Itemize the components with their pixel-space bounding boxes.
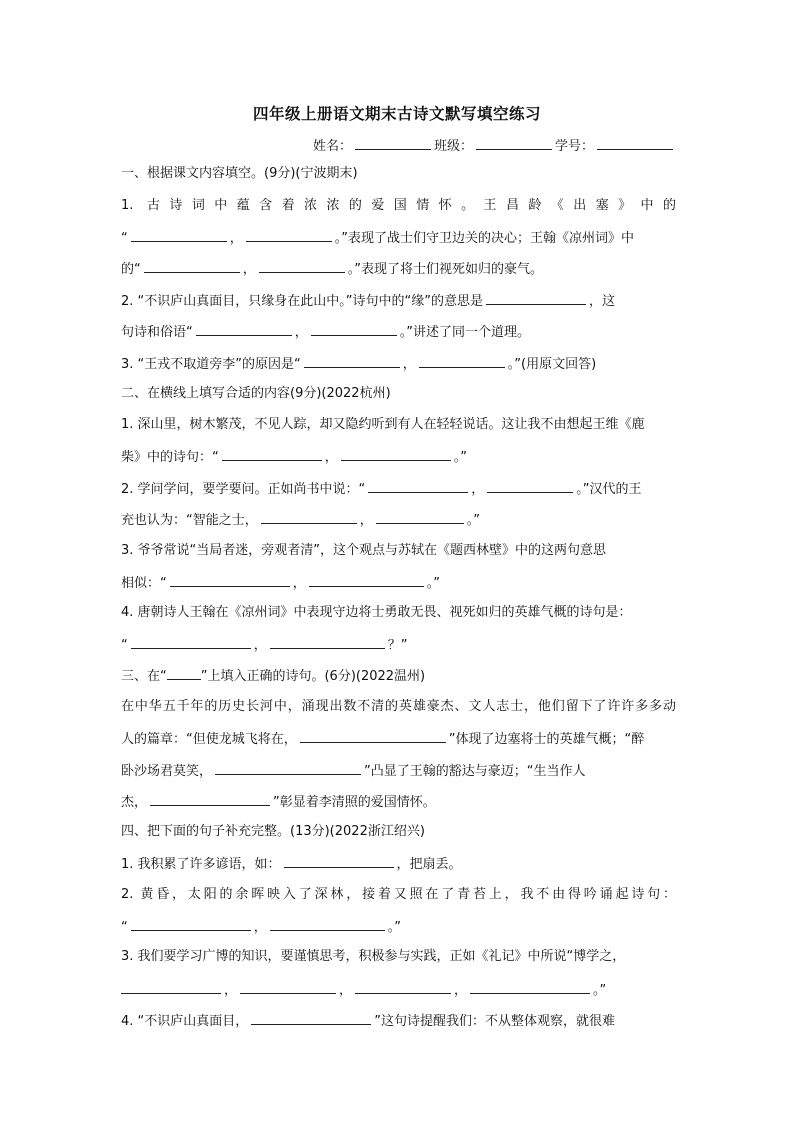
name-blank[interactable] <box>355 137 431 150</box>
answer-blank[interactable] <box>376 510 464 524</box>
text-segment: ， <box>229 231 243 246</box>
q2-2-line-b <box>121 510 676 530</box>
text-segment: ， <box>242 262 256 277</box>
text-segment: ， <box>224 983 238 998</box>
section-4-title: 四、把下面的句子补充完整。(13分)(2022浙江绍兴) <box>121 824 425 839</box>
answer-blank[interactable] <box>419 354 505 368</box>
answer-blank[interactable] <box>251 1011 371 1025</box>
text-segment: ，把扇丢。 <box>396 857 462 872</box>
text-segment: ”彰显着李清照的爱国情怀。 <box>273 795 436 810</box>
answer-blank[interactable] <box>311 322 397 336</box>
q4-1-line <box>121 854 676 874</box>
text-segment: ？” <box>387 638 408 653</box>
text-segment: 3. “王戎不取道旁李”的原因是“ <box>121 357 301 372</box>
name-label: 姓名： <box>312 139 352 154</box>
q2-1-line-a: 1. 深山里，树木繁茂，不见人踪，却又隐约听到有人在轻轻说话。这让我不由想起王维《鹿 <box>121 417 645 432</box>
text-segment: ”体现了边塞将士的英雄气概；“醉 <box>448 732 645 747</box>
answer-blank[interactable] <box>131 917 251 931</box>
answer-blank[interactable] <box>261 510 357 524</box>
answer-blank[interactable] <box>215 761 361 775</box>
text-segment: 。”表现了将士们视死如归的豪气。 <box>347 262 544 277</box>
answer-blank[interactable] <box>341 447 451 461</box>
s3-paragraph-line-4 <box>121 792 676 812</box>
answer-blank[interactable] <box>304 354 400 368</box>
answer-blank[interactable] <box>144 259 240 273</box>
answer-blank[interactable] <box>270 635 385 649</box>
q2-3-line-b <box>121 573 676 593</box>
number-blank[interactable] <box>597 137 673 150</box>
text-segment: ，这 <box>588 294 615 309</box>
answer-blank[interactable] <box>121 980 221 994</box>
text-segment: ”上填入正确的诗句。(6分)(2022温州) <box>200 669 426 684</box>
text-segment: 柴》中的诗句：“ <box>121 450 219 465</box>
q1-1-line-b <box>121 228 676 248</box>
example-blank <box>167 666 201 680</box>
text-segment: 卧沙场君莫笑， <box>121 764 213 779</box>
number-label: 学号： <box>554 139 594 154</box>
text-segment: 句诗和俗语“ <box>121 325 193 340</box>
answer-blank[interactable] <box>196 322 292 336</box>
text-segment: ， <box>454 983 468 998</box>
text-segment: ， <box>339 983 353 998</box>
text-segment: 4. “不识庐山真面目， <box>121 1014 249 1029</box>
answer-blank[interactable] <box>246 228 332 242</box>
text-segment: ， <box>471 482 485 497</box>
text-segment: ， <box>359 513 373 528</box>
q4-3-line-a: 3. 我们要学习广博的知识，要谨慎思考，积极参与实践，正如《礼记》中所说“博学之， <box>121 949 626 964</box>
text-segment: 杰， <box>121 795 148 810</box>
text-segment: 。” <box>387 920 402 935</box>
answer-blank[interactable] <box>222 447 322 461</box>
text-segment: ”凸显了王翰的豁达与豪迈；“生当作人 <box>364 764 586 779</box>
q4-4-line <box>121 1011 676 1031</box>
text-segment: 。” <box>466 513 481 528</box>
class-blank[interactable] <box>476 137 552 150</box>
class-label: 班级： <box>433 139 473 154</box>
text-segment: 。”讲述了同一个道理。 <box>399 325 531 340</box>
answer-blank[interactable] <box>131 228 227 242</box>
text-segment: “ <box>121 638 128 653</box>
answer-blank[interactable] <box>150 792 270 806</box>
q2-1-line-b <box>121 447 676 467</box>
answer-blank[interactable] <box>486 291 586 305</box>
q1-2-line-a <box>121 291 676 311</box>
answer-blank[interactable] <box>368 479 468 493</box>
text-segment: 2. “不识庐山真面目，只缘身在此山中。”诗句中的“缘”的意思是 <box>121 294 483 309</box>
answer-blank[interactable] <box>309 573 424 587</box>
text-segment: 。”表现了战士们守卫边关的决心；王翰《凉州词》中 <box>334 231 635 246</box>
text-segment: ， <box>253 920 267 935</box>
text-segment: “ <box>121 920 128 935</box>
answer-blank[interactable] <box>487 479 573 493</box>
q1-2-line-b <box>121 322 676 342</box>
text-segment: ， <box>294 325 308 340</box>
text-segment: ， <box>292 576 306 591</box>
text-segment: ， <box>402 357 416 372</box>
page-title: 四年级上册语文期末古诗文默写填空练习 <box>252 105 541 123</box>
text-segment: 三、在“ <box>121 669 167 684</box>
text-segment: ， <box>324 450 338 465</box>
text-segment: “ <box>121 231 128 246</box>
answer-blank[interactable] <box>270 917 385 931</box>
answer-blank[interactable] <box>284 854 394 868</box>
text-segment: 。”汉代的王 <box>576 482 642 497</box>
q2-4-line-a: 4. 唐朝诗人王翰在《凉州词》中表现守边将士勇敢无畏、视死如归的英雄气概的诗句是： <box>121 605 632 620</box>
q4-2-line-a: 2. 黄昏，太阳的余晖映入了深林，接着又照在了青苔上，我不由得吟诵起诗句： <box>121 887 676 902</box>
answer-blank[interactable] <box>259 259 345 273</box>
section-1-title: 一、根据课文内容填空。(9分)(宁波期末) <box>121 166 358 181</box>
text-segment: ”这句诗提醒我们：不从整体观察，就很难 <box>374 1014 616 1029</box>
text-segment: 的“ <box>121 262 141 277</box>
s3-paragraph-line-2 <box>121 729 676 749</box>
q2-4-line-b <box>121 635 676 655</box>
text-segment: 1. 我积累了许多谚语，如： <box>121 857 281 872</box>
section-2-title: 二、在横线上填写合适的内容(9分)(2022杭州) <box>121 386 391 401</box>
answer-blank[interactable] <box>470 980 590 994</box>
s3-paragraph-line-1: 在中华五千年的历史长河中，涌现出数不清的英雄豪杰、文人志士，他们留下了许许多多动 <box>121 699 676 714</box>
q1-1-line-c <box>121 259 676 279</box>
s3-paragraph-line-3 <box>121 761 676 781</box>
answer-blank[interactable] <box>355 980 451 994</box>
answer-blank[interactable] <box>170 573 290 587</box>
section-3-title <box>121 666 676 686</box>
q2-3-line-a: 3. 爷爷常说“当局者迷，旁观者清”，这个观点与苏轼在《题西林壁》中的这两句意思 <box>121 543 607 558</box>
text-segment: 。” <box>453 450 468 465</box>
text-segment: 。” <box>593 983 607 998</box>
text-segment: 人的篇章：“但使龙城飞将在， <box>121 732 297 747</box>
answer-blank[interactable] <box>300 729 446 743</box>
q2-2-line-a <box>121 479 676 499</box>
text-segment: ， <box>253 638 267 653</box>
text-segment: 相似：“ <box>121 576 167 591</box>
student-info <box>313 135 676 154</box>
text-segment: 。” <box>426 576 441 591</box>
answer-blank[interactable] <box>240 980 336 994</box>
q4-2-line-b <box>121 917 676 937</box>
q1-1-line-a: 1. 古诗词中蕴含着浓浓的爱国情怀。王昌龄《出塞》中的 <box>121 198 676 213</box>
text-segment: 。”(用原文回答) <box>507 357 597 372</box>
q1-3-line <box>121 354 676 374</box>
answer-blank[interactable] <box>131 635 251 649</box>
text-segment: 充也认为：“智能之士， <box>121 513 258 528</box>
text-segment: 2. 学问学问，要学要问。正如尚书中说：“ <box>121 482 366 497</box>
q4-3-line-b <box>121 980 676 1000</box>
